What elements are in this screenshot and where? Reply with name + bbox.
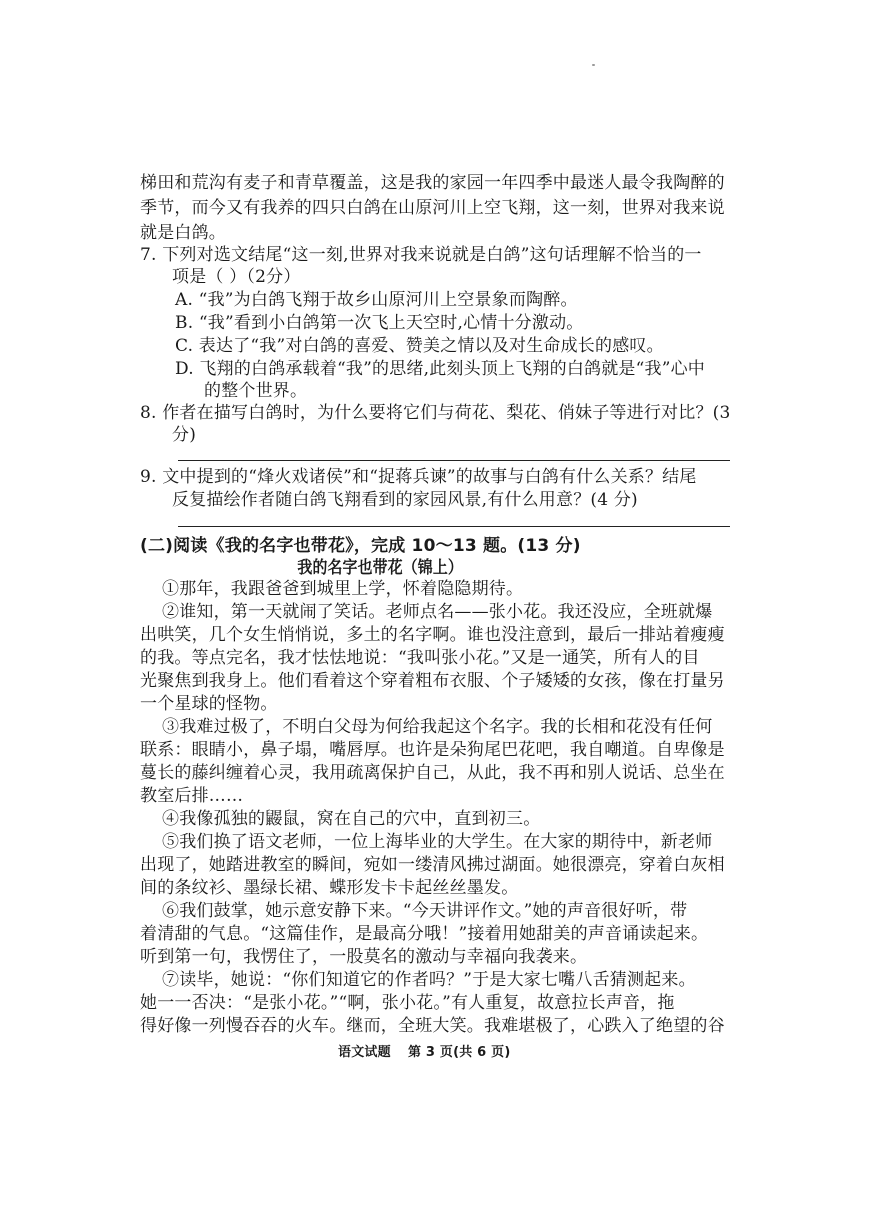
scan-speck xyxy=(592,64,595,66)
article-title: 我的名字也带花（锦上） xyxy=(297,558,463,578)
question-7-option-d: D. 飞翔的白鸽承载着“我”的思绪,此刻头顶上飞翔的白鸽就是“我”心中 xyxy=(175,359,705,379)
footer-page-number: 第 3 页(共 6 页) xyxy=(408,1045,511,1060)
question-7-option-b: B. “我”看到小白鸽第一次飞上天空时,心情十分激动。 xyxy=(175,313,584,333)
story-line: ③我难过极了，不明白父母为何给我起这个名字。我的长相和花没有任何 xyxy=(162,717,713,737)
story-line: 听到第一句，我愣住了，一股莫名的激动与幸福向我袭来。 xyxy=(140,947,588,967)
story-line: 出哄笑，几个女生悄悄说，多土的名字啊。谁也没注意到，最后一排站着瘦瘦 xyxy=(140,625,725,645)
answer-line xyxy=(178,526,730,527)
story-line: 她一一否决：“是张小花。”“啊，张小花。”有人重复，故意拉长声音，拖 xyxy=(140,993,675,1013)
question-8-stem: 8. 作者在描写白鸽时，为什么要将它们与荷花、梨花、俏妹子等进行对比？(3 xyxy=(140,403,731,423)
answer-line xyxy=(178,460,730,461)
story-line: 联系：眼睛小，鼻子塌，嘴唇厚。也许是朵狗尾巴花吧，我自嘲道。自卑像是 xyxy=(140,740,725,760)
story-line: ⑦读毕，她说：“你们知道它的作者吗？”于是大家七嘴八舌猜测起来。 xyxy=(162,970,696,990)
story-line: ⑤我们换了语文老师，一位上海毕业的大学生。在大家的期待中，新老师 xyxy=(162,832,713,852)
story-line: ①那年，我跟爸爸到城里上学，怀着隐隐期待。 xyxy=(162,579,524,599)
story-line: ⑥我们鼓掌，她示意安静下来。“今天讲评作文。”她的声音很好听，带 xyxy=(162,901,688,921)
footer-subject: 语文试题 xyxy=(338,1045,391,1060)
story-line: 得好像一列慢吞吞的火车。继而，全班大笑。我难堪极了，心跌入了绝望的谷 xyxy=(140,1016,725,1036)
question-9-stem: 9. 文中提到的“烽火戏诸侯”和“捉蒋兵谏”的故事与白鸽有什么关系？结尾 xyxy=(140,467,697,487)
story-line: 的我。等点完名，我才怯怯地说：“我叫张小花。”又是一通笑，所有人的目 xyxy=(140,648,700,668)
question-7-option-c: C. 表达了“我”对白鸽的喜爱、赞美之情以及对生命成长的感叹。 xyxy=(175,336,664,356)
story-line: 蔓长的藤纠缠着心灵，我用疏离保护自己，从此，我不再和别人说话、总坐在 xyxy=(140,763,725,783)
question-7-option-d-cont: 的整个世界。 xyxy=(204,381,308,401)
story-line: ④我像孤独的鼹鼠，窝在自己的穴中，直到初三。 xyxy=(162,809,541,829)
section-heading: (二)阅读《我的名字也带花》，完成 10～13 题。(13 分) xyxy=(140,536,581,556)
question-7-stem: 7. 下列对选文结尾“这一刻,世界对我来说就是白鸽”这句话理解不恰当的一 xyxy=(140,245,702,265)
story-line: ②谁知，第一天就闹了笑话。老师点名——张小花。我还没应，全班就爆 xyxy=(162,602,713,622)
story-line: 间的条纹衫、墨绿长裙、蝶形发卡卡起丝丝墨发。 xyxy=(140,878,519,898)
question-9-stem-cont: 反复描绘作者随白鸽飞翔看到的家园风景,有什么用意？(4 分) xyxy=(172,490,638,510)
question-7-stem-cont: 项是（ ）（2分） xyxy=(172,267,301,287)
passage-line: 季节，而今又有我养的四只白鸽在山原河川上空飞翔，这一刻，世界对我来说 xyxy=(140,198,725,218)
question-7-option-a: A. “我”为白鸽飞翔于故乡山原河川上空景象而陶醉。 xyxy=(175,290,578,310)
question-8-stem-cont: 分) xyxy=(172,425,197,445)
story-line: 出现了，她踏进教室的瞬间，宛如一缕清风拂过湖面。她很漂亮，穿着白灰相 xyxy=(140,855,725,875)
story-line: 光聚焦到我身上。他们看着这个穿着粗布衣服、个子矮矮的女孩，像在打量另 xyxy=(140,671,725,691)
passage-line: 梯田和荒沟有麦子和青草覆盖，这是我的家园一年四季中最迷人最令我陶醉的 xyxy=(140,173,725,193)
story-line: 着清甜的气息。“这篇佳作，是最高分哦！”接着用她甜美的声音诵读起来。 xyxy=(140,924,709,944)
story-line: 一个星球的怪物。 xyxy=(140,694,278,714)
passage-line: 就是白鸽。 xyxy=(140,223,226,243)
story-line: 教室后排…… xyxy=(140,786,244,806)
